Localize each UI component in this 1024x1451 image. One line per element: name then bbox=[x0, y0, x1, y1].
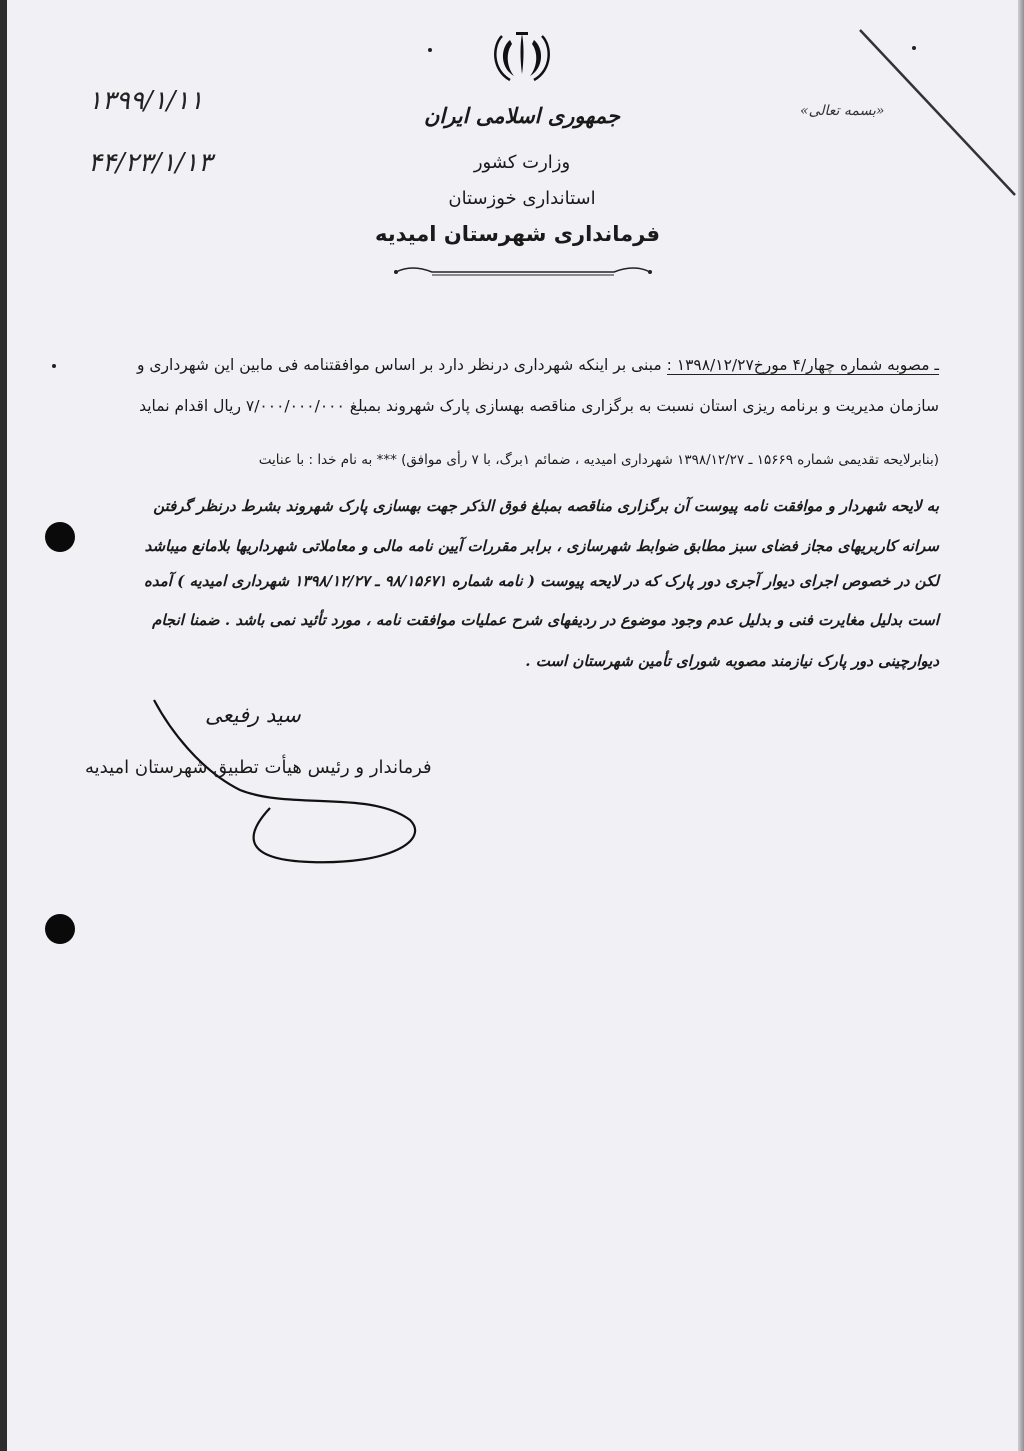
resolution-line-2: سازمان مدیریت و برنامه ریزی استان نسبت به برگزاری مناقصه بهسازی پارک شهروند بمبلغ ۷/۰۰۰/۰۰۰/۰۰۰ ریال اقدام نماید bbox=[139, 397, 939, 415]
punch-hole bbox=[45, 914, 75, 944]
handwritten-line-3: لکن در خصوص اجرای دیوار آجری دور پارک که در لایحه پیوست ( نامه شماره ۹۸/۱۵۶۷۱ ـ ۱۳۹۸/۱۲/۲۷ شهرداری امیدیه ) آمده bbox=[144, 572, 939, 590]
punch-hole bbox=[45, 522, 75, 552]
signatory-name: سید رفیعی bbox=[205, 703, 301, 727]
resolution-line-3 bbox=[79, 452, 939, 468]
signatory-title: فرماندار و رئیس هیأت تطبیق شهرستان امیدیه bbox=[85, 757, 432, 778]
scan-speck bbox=[52, 364, 56, 368]
scan-speck bbox=[912, 46, 916, 50]
handwritten-date: ۱۳۹۹/۱/۱۱ bbox=[88, 86, 204, 116]
in-the-name-of-god-mark: *** به نام خدا : با عنایت bbox=[258, 452, 397, 468]
iran-emblem-icon bbox=[490, 30, 554, 86]
resolution-line-1 bbox=[79, 356, 939, 374]
handwritten-line-5: دیوارچینی دور پارک نیازمند مصوبه شورای تأمین شهرستان است . bbox=[525, 652, 939, 670]
scan-left-edge bbox=[0, 0, 7, 1451]
republic-title: جمهوری اسلامی ایران bbox=[423, 103, 621, 128]
top-right-handwritten-tag: «بسمه تعالی» bbox=[800, 103, 885, 119]
governorate-title: فرمانداری شهرستان امیدیه bbox=[374, 222, 660, 246]
province-title: استانداری خوزستان bbox=[448, 188, 596, 209]
scan-right-edge bbox=[1018, 0, 1024, 1451]
header-ornament-divider bbox=[392, 262, 654, 278]
scan-speck bbox=[428, 48, 432, 52]
corner-diagonal-stroke bbox=[850, 20, 1020, 210]
handwritten-line-2: سرانه کاربریهای مجاز فضای سبز مطابق ضوابط شهرسازی ، برابر مقررات آیین نامه مالی و معاملاتی شهرداریها بلامانع میباشد bbox=[144, 537, 939, 555]
resolution-reference-note: (بنابرلایحه تقدیمی شماره ۱۵۶۶۹ ـ ۱۳۹۸/۱۲/۲۷ شهرداری امیدیه ، ضمائم ۱برگ، با ۷ رأی موافق) bbox=[401, 452, 939, 468]
resolution-number-date: ـ مصوبه شماره چهار/۴ مورخ۱۳۹۸/۱۲/۲۷ : bbox=[666, 356, 939, 374]
handwritten-reference-number: ۴۴/۲۳/۱/۱۳ bbox=[88, 148, 213, 178]
resolution-line-1-text: مبنی بر اینکه شهرداری درنظر دارد بر اساس موافقتنامه فی مابین این شهرداری و bbox=[137, 356, 667, 374]
handwritten-line-1: به لایحه شهردار و موافقت نامه پیوست آن برگزاری مناقصه بمبلغ فوق الذکر جهت بهسازی پارک شهروند بشرط درنظر گرفتن bbox=[153, 497, 939, 515]
ministry-title: وزارت کشور bbox=[473, 152, 571, 173]
handwritten-line-4: است بدلیل مغایرت فنی و بدلیل عدم وجود موضوع در ردیفهای شرح عملیات موافقت نامه ، مورد تأئید نمی باشد . ضمنا انجام bbox=[152, 611, 939, 629]
